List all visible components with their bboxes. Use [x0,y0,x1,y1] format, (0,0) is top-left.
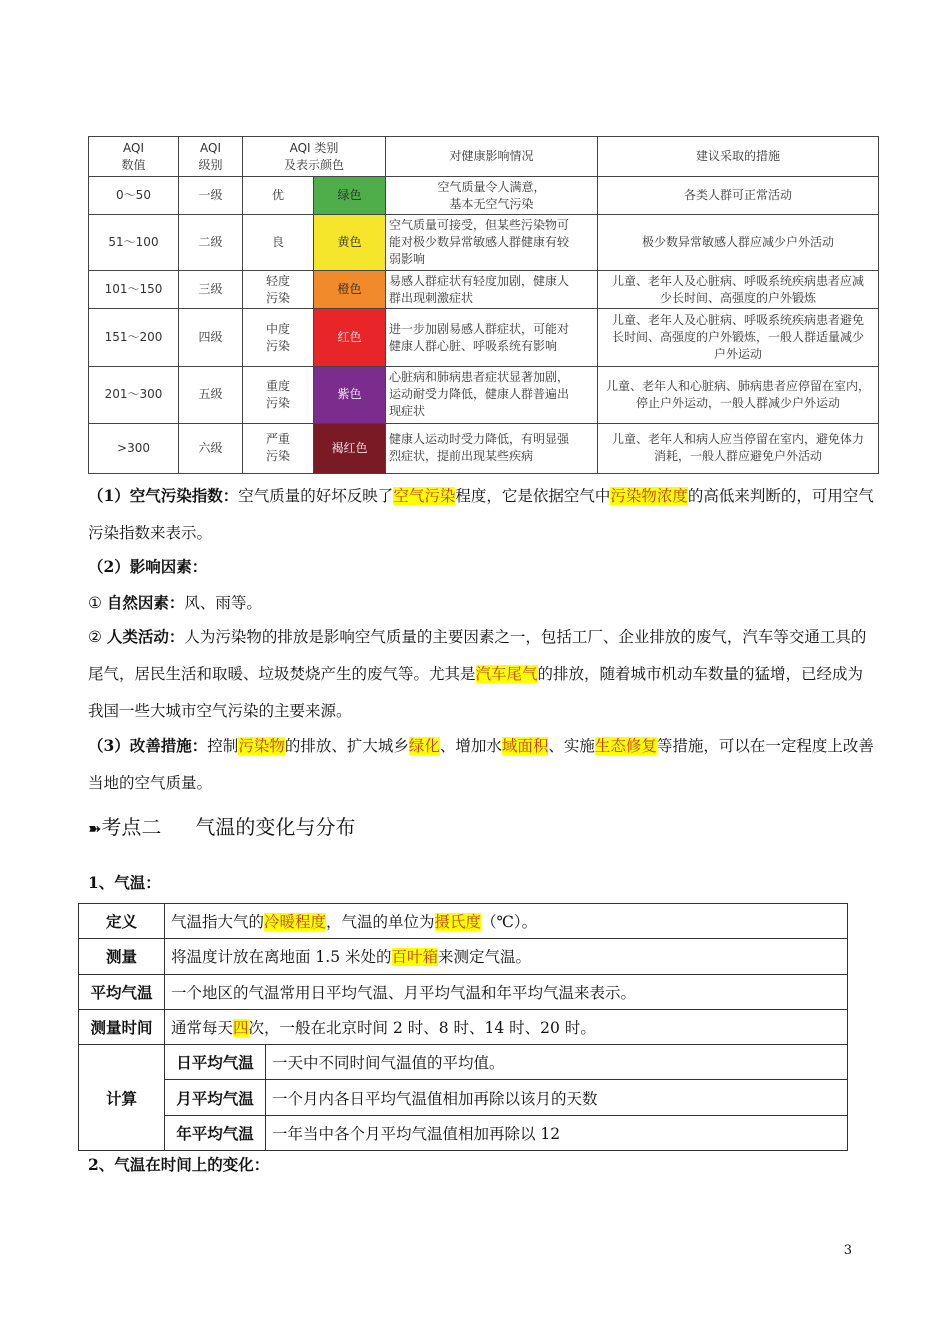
row-key: 平均气温 [79,974,165,1009]
row-key: 测量时间 [79,1009,165,1044]
aqi-color-swatch: 紫色 [314,366,386,423]
highlight-term: 汽车尾气 [475,665,538,683]
aqi-color-swatch: 褐红色 [314,423,386,473]
paragraph-measures: （3）改善措施：控制污染物的排放、扩大城乡绿化、增加水域面积、实施生态修复等措施，可以在一定程度上改善当地的空气质量。 [88,736,874,792]
aqi-row [89,177,879,215]
table-row [79,939,848,974]
paragraph-human-activity: ② 人类活动：人为污染物的排放是影响空气质量的主要因素之一，包括工厂、企业排放的废气，汽车等交通工具的尾气，居民生活和取暖、垃圾焚烧产生的废气等。尤其是汽车尾气的排放，随着城市机动车数量的猛增，已经成为我国一些大城市空气污染的主要来源。 [88,627,867,720]
aqi-row [89,366,879,423]
section-heading: ➽考点二 气温的变化与分布 [88,815,356,839]
aqi-category: 重度 污染 [243,366,314,423]
row-value: 通常每天四次，一般在北京时间 2 时、8 时、14 时、20 时。 [165,1009,848,1044]
highlight-term: 绿化 [408,737,440,755]
row-key: 定义 [79,904,165,939]
aqi-health: 健康人运动时受力降低，有明显强 烈症状，提前出现某些疾病 [386,423,598,473]
aqi-category: 严重 污染 [243,423,314,473]
aqi-level: 四级 [179,309,243,366]
aqi-color-swatch: 红色 [314,309,386,366]
sub-key: 月平均气温 [165,1080,266,1115]
aqi-measures: 极少数异常敏感人群应减少户外活动 [598,215,879,271]
aqi-table [88,136,879,474]
highlight-term: 空气污染 [393,487,456,505]
aqi-color-swatch: 橙色 [314,271,386,309]
table-row [79,904,848,939]
arrow-icon: ➽ [88,819,102,838]
aqi-category: 中度 污染 [243,309,314,366]
aqi-value: 151～200 [89,309,179,366]
aqi-measures: 儿童、老年人和心脏病、肺病患者应停留在室内， 停止户外运动，一般人群减少户外运动 [598,366,879,423]
aqi-level: 五级 [179,366,243,423]
aqi-level: 六级 [179,423,243,473]
table-row [79,1080,848,1115]
row-value: 一个地区的气温常用日平均气温、月平均气温和年平均气温来表示。 [165,974,848,1009]
aqi-value: >300 [89,423,179,473]
aqi-value: 201～300 [89,366,179,423]
row-value: 气温指大气的冷暖程度，气温的单位为摄氏度（℃）。 [165,904,848,939]
aqi-value: 51～100 [89,215,179,271]
aqi-header-level: AQI 级别 [179,137,243,177]
aqi-color-swatch: 黄色 [314,215,386,271]
aqi-category: 优 [243,177,314,215]
aqi-measures: 儿童、老年人及心脏病、呼吸系统疾病患者应减 少长时间、高强度的户外锻炼 [598,271,879,309]
aqi-row [89,309,879,366]
aqi-measures: 儿童、老年人及心脏病、呼吸系统疾病患者避免 长时间、高强度的户外锻炼，一般人群适量减少 户外运动 [598,309,879,366]
row-value: 将温度计放在离地面 1.5 米处的百叶箱来测定气温。 [165,939,848,974]
aqi-header-health: 对健康影响情况 [386,137,598,177]
aqi-header-measures: 建议采取的措施 [598,137,879,177]
temperature-table [78,903,848,1151]
table-row [79,1045,848,1080]
row-key: 测量 [79,939,165,974]
aqi-body [89,177,879,474]
subheading-temperature-time: 2、气温在时间上的变化： [88,1155,270,1174]
sub-key: 年平均气温 [165,1115,266,1150]
highlight-term: 污染物浓度 [610,487,688,505]
aqi-level: 三级 [179,271,243,309]
aqi-header-row [89,137,879,177]
aqi-measures: 儿童、老年人和病人应当停留在室内，避免体力 消耗，一般人群应避免户外活动 [598,423,879,473]
highlight-term: 域面积 [501,737,549,755]
aqi-category: 轻度 污染 [243,271,314,309]
highlight-term: 生态修复 [594,737,657,755]
table-row [79,1009,848,1044]
highlight-term: 污染物 [238,737,285,755]
paragraph-natural-factors: ① 自然因素：风、雨等。 [88,593,262,612]
table-row [79,1115,848,1150]
aqi-header-value: AQI 数值 [89,137,179,177]
aqi-category: 良 [243,215,314,271]
row-key: 计算 [79,1045,165,1151]
aqi-color-swatch: 绿色 [314,177,386,215]
page-number: 3 [843,1243,852,1258]
aqi-level: 一级 [179,177,243,215]
aqi-row [89,271,879,309]
table-row [79,974,848,1009]
aqi-health: 空气质量可接受，但某些污染物可 能对极少数异常敏感人群健康有较 弱影响 [386,215,598,271]
aqi-value: 101～150 [89,271,179,309]
aqi-header-category: AQI 类别 及表示颜色 [243,137,386,177]
aqi-health: 心脏病和肺病患者症状显著加剧， 运动耐受力降低，健康人群普遍出 现症状 [386,366,598,423]
aqi-row [89,215,879,271]
sub-value: 一年当中各个月平均气温值相加再除以 12 [266,1115,848,1150]
paragraph-aqi-index: （1）空气污染指数：空气质量的好坏反映了空气污染程度，它是依据空气中污染物浓度的高低来判断的，可用空气污染指数来表示。 [88,486,874,542]
aqi-row [89,423,879,473]
aqi-health: 进一步加剧易感人群症状，可能对 健康人群心脏、呼吸系统有影响 [386,309,598,366]
sub-value: 一个月内各日平均气温值相加再除以该月的天数 [266,1080,848,1115]
aqi-health: 易感人群症状有轻度加剧，健康人 群出现刺激症状 [386,271,598,309]
subheading-temperature: 1、气温： [88,873,161,892]
sub-key: 日平均气温 [165,1045,266,1080]
aqi-health: 空气质量令人满意， 基本无空气污染 [386,177,598,215]
sub-value: 一天中不同时间气温值的平均值。 [266,1045,848,1080]
aqi-value: 0～50 [89,177,179,215]
paragraph-factors: （2）影响因素： [88,557,208,576]
aqi-measures: 各类人群可正常活动 [598,177,879,215]
aqi-level: 二级 [179,215,243,271]
